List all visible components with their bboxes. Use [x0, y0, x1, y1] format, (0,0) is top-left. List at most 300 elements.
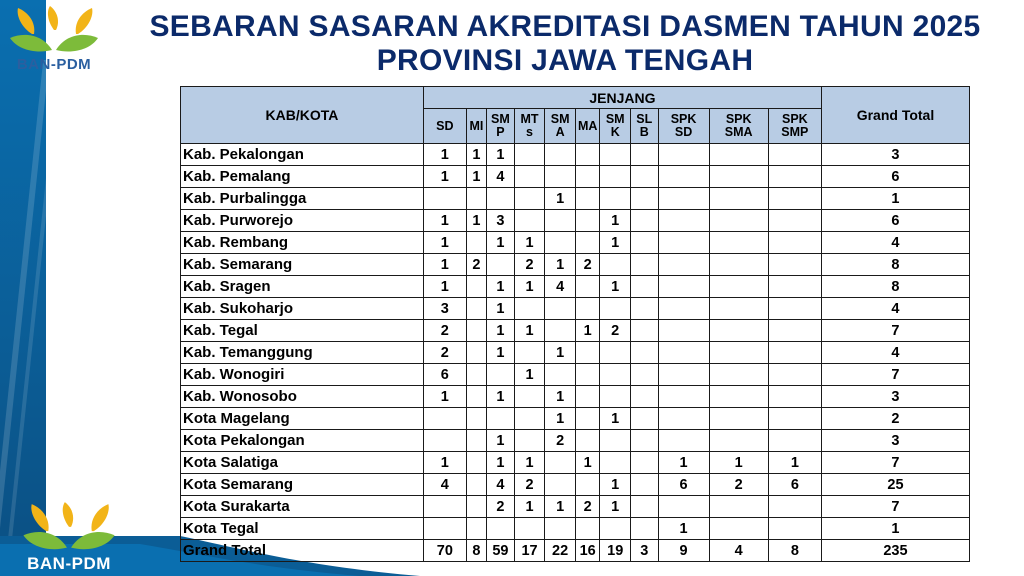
count-cell	[575, 474, 599, 496]
total-cell: 4	[821, 342, 969, 364]
header-jenjang: JENJANG	[423, 87, 821, 109]
header-jenjang-label: SMP	[781, 125, 809, 139]
count-cell	[423, 496, 466, 518]
count-cell	[466, 232, 486, 254]
total-cell: 8	[821, 276, 969, 298]
region-name: Kota Surakarta	[181, 496, 424, 518]
ban-pdm-logo-bottom	[14, 500, 124, 576]
count-cell: 1	[423, 386, 466, 408]
table-row	[181, 430, 970, 452]
count-cell	[631, 408, 659, 430]
count-cell	[658, 144, 709, 166]
total-cell: 25	[821, 474, 969, 496]
header-jenjang-col	[514, 109, 545, 144]
region-name: Kab. Purworejo	[181, 210, 424, 232]
count-cell	[466, 276, 486, 298]
count-cell: 1	[575, 452, 599, 474]
count-cell	[709, 342, 768, 364]
table-row	[181, 342, 970, 364]
count-cell	[709, 144, 768, 166]
count-cell: 2	[423, 342, 466, 364]
count-cell: 4	[545, 276, 576, 298]
header-jenjang-label: MT	[520, 112, 539, 126]
count-cell: 4	[709, 540, 768, 562]
count-cell	[631, 320, 659, 342]
total-cell: 4	[821, 232, 969, 254]
count-cell	[709, 166, 768, 188]
count-cell	[709, 518, 768, 540]
header-jenjang-label: K	[610, 125, 620, 139]
count-cell	[658, 254, 709, 276]
total-cell: 6	[821, 166, 969, 188]
count-cell	[466, 188, 486, 210]
count-cell	[575, 364, 599, 386]
count-cell: 16	[575, 540, 599, 562]
count-cell	[631, 452, 659, 474]
count-cell: 1	[423, 276, 466, 298]
count-cell: 1	[487, 298, 515, 320]
header-jenjang-label: P	[496, 125, 505, 139]
count-cell: 1	[487, 320, 515, 342]
count-cell: 1	[487, 232, 515, 254]
count-cell: 9	[658, 540, 709, 562]
header-jenjang-col	[768, 109, 821, 144]
count-cell: 1	[423, 210, 466, 232]
count-cell: 6	[768, 474, 821, 496]
table-row	[181, 276, 970, 298]
count-cell: 1	[487, 430, 515, 452]
count-cell: 2	[600, 320, 631, 342]
header-jenjang-col	[545, 109, 576, 144]
count-cell: 17	[514, 540, 545, 562]
count-cell	[768, 364, 821, 386]
count-cell: 2	[514, 474, 545, 496]
region-name: Kab. Wonosobo	[181, 386, 424, 408]
count-cell	[768, 188, 821, 210]
count-cell	[631, 166, 659, 188]
count-cell	[631, 210, 659, 232]
count-cell	[545, 298, 576, 320]
header-jenjang-label: SM	[605, 112, 625, 126]
header-jenjang-col	[487, 109, 515, 144]
count-cell	[631, 364, 659, 386]
count-cell: 1	[658, 452, 709, 474]
header-jenjang-label: MA	[577, 118, 598, 133]
count-cell	[466, 518, 486, 540]
count-cell	[423, 518, 466, 540]
count-cell	[514, 210, 545, 232]
left-decorative-band	[0, 0, 46, 576]
count-cell	[709, 430, 768, 452]
count-cell	[709, 496, 768, 518]
total-cell: 3	[821, 430, 969, 452]
count-cell	[709, 408, 768, 430]
count-cell	[545, 232, 576, 254]
count-cell	[768, 232, 821, 254]
count-cell: 1	[545, 342, 576, 364]
total-cell: 7	[821, 320, 969, 342]
table-row	[181, 210, 970, 232]
header-jenjang-label: B	[639, 125, 649, 139]
count-cell: 4	[487, 474, 515, 496]
table-row	[181, 320, 970, 342]
count-cell	[545, 452, 576, 474]
table-row	[181, 518, 970, 540]
count-cell: 59	[487, 540, 515, 562]
table-row	[181, 364, 970, 386]
count-cell	[631, 188, 659, 210]
count-cell	[600, 298, 631, 320]
count-cell	[658, 496, 709, 518]
count-cell	[709, 276, 768, 298]
header-jenjang-col	[575, 109, 599, 144]
count-cell	[575, 408, 599, 430]
count-cell	[466, 452, 486, 474]
count-cell	[575, 518, 599, 540]
count-cell	[575, 188, 599, 210]
region-name: Kota Pekalongan	[181, 430, 424, 452]
count-cell	[768, 298, 821, 320]
header-jenjang-label: SM	[491, 112, 510, 126]
count-cell: 1	[545, 254, 576, 276]
count-cell: 1	[423, 452, 466, 474]
count-cell	[514, 298, 545, 320]
count-cell	[658, 430, 709, 452]
count-cell: 1	[487, 342, 515, 364]
count-cell	[514, 386, 545, 408]
count-cell: 3	[423, 298, 466, 320]
count-cell: 2	[514, 254, 545, 276]
region-name: Kab. Temanggung	[181, 342, 424, 364]
count-cell	[487, 518, 515, 540]
count-cell	[768, 144, 821, 166]
count-cell	[514, 188, 545, 210]
count-cell: 4	[487, 166, 515, 188]
count-cell	[658, 342, 709, 364]
region-name: Kab. Tegal	[181, 320, 424, 342]
count-cell	[466, 342, 486, 364]
count-cell	[631, 276, 659, 298]
logo-text: BAN-PDM	[27, 554, 111, 573]
count-cell	[545, 210, 576, 232]
header-jenjang-label: SL	[636, 112, 653, 126]
count-cell	[658, 298, 709, 320]
region-name: Kab. Pemalang	[181, 166, 424, 188]
page-title	[110, 10, 1020, 78]
count-cell	[631, 232, 659, 254]
title-line-2: PROVINSI JAWA TENGAH	[376, 44, 754, 77]
count-cell	[487, 188, 515, 210]
total-cell: 4	[821, 298, 969, 320]
count-cell: 1	[466, 210, 486, 232]
count-cell: 1	[514, 276, 545, 298]
count-cell	[575, 144, 599, 166]
count-cell: 2	[466, 254, 486, 276]
count-cell: 2	[575, 496, 599, 518]
table-body	[181, 144, 970, 562]
count-cell	[575, 430, 599, 452]
total-cell: 3	[821, 144, 969, 166]
count-cell: 1	[514, 364, 545, 386]
count-cell	[423, 430, 466, 452]
total-cell: 2	[821, 408, 969, 430]
count-cell	[658, 166, 709, 188]
table-row	[181, 166, 970, 188]
region-name: Kota Tegal	[181, 518, 424, 540]
count-cell: 1	[600, 232, 631, 254]
table-row	[181, 408, 970, 430]
count-cell	[575, 386, 599, 408]
table-row	[181, 144, 970, 166]
count-cell	[658, 188, 709, 210]
count-cell	[768, 386, 821, 408]
count-cell: 2	[575, 254, 599, 276]
count-cell: 1	[487, 386, 515, 408]
count-cell: 1	[545, 188, 576, 210]
header-grand-total: Grand Total	[821, 87, 969, 144]
count-cell	[631, 254, 659, 276]
count-cell: 1	[709, 452, 768, 474]
count-cell	[600, 342, 631, 364]
count-cell: 3	[631, 540, 659, 562]
count-cell	[575, 276, 599, 298]
count-cell	[545, 144, 576, 166]
count-cell	[658, 386, 709, 408]
region-name: Grand Total	[181, 540, 424, 562]
logo-text: BAN-PDM	[16, 56, 92, 73]
header-jenjang-label: SD	[674, 125, 693, 139]
count-cell: 1	[575, 320, 599, 342]
count-cell	[545, 364, 576, 386]
count-cell: 1	[600, 474, 631, 496]
header-jenjang-col	[709, 109, 768, 144]
total-cell: 6	[821, 210, 969, 232]
count-cell	[514, 144, 545, 166]
table-row	[181, 232, 970, 254]
region-name: Kab. Rembang	[181, 232, 424, 254]
count-cell	[600, 188, 631, 210]
accreditation-table	[180, 86, 970, 562]
count-cell: 2	[423, 320, 466, 342]
count-cell	[631, 342, 659, 364]
region-name: Kab. Sukoharjo	[181, 298, 424, 320]
count-cell: 1	[514, 320, 545, 342]
count-cell: 8	[768, 540, 821, 562]
count-cell	[631, 144, 659, 166]
count-cell	[514, 342, 545, 364]
ban-pdm-leaf-icon	[4, 4, 104, 60]
header-jenjang-label: s	[526, 125, 533, 139]
header-jenjang-label: SD	[436, 118, 454, 133]
count-cell	[658, 276, 709, 298]
region-name: Kota Magelang	[181, 408, 424, 430]
count-cell	[768, 342, 821, 364]
count-cell	[466, 298, 486, 320]
region-name: Kab. Semarang	[181, 254, 424, 276]
count-cell	[768, 210, 821, 232]
count-cell	[575, 298, 599, 320]
count-cell	[545, 166, 576, 188]
count-cell: 2	[545, 430, 576, 452]
total-cell: 235	[821, 540, 969, 562]
total-cell: 7	[821, 496, 969, 518]
table-row	[181, 386, 970, 408]
count-cell	[514, 430, 545, 452]
count-cell: 1	[423, 254, 466, 276]
count-cell	[768, 518, 821, 540]
total-cell: 7	[821, 364, 969, 386]
count-cell	[658, 210, 709, 232]
table-row	[181, 474, 970, 496]
count-cell	[600, 254, 631, 276]
count-cell: 1	[466, 166, 486, 188]
header-jenjang-label: SMA	[724, 125, 753, 139]
count-cell	[466, 320, 486, 342]
count-cell	[631, 474, 659, 496]
count-cell: 1	[600, 496, 631, 518]
header-jenjang-col	[600, 109, 631, 144]
count-cell: 3	[487, 210, 515, 232]
ban-pdm-logo	[4, 4, 104, 76]
count-cell	[658, 232, 709, 254]
header-jenjang-label: SPK	[782, 112, 808, 126]
count-cell	[600, 430, 631, 452]
header-jenjang-col	[658, 109, 709, 144]
count-cell: 2	[709, 474, 768, 496]
header-jenjang-label: MI	[469, 118, 484, 133]
count-cell: 8	[466, 540, 486, 562]
count-cell	[709, 232, 768, 254]
count-cell	[487, 364, 515, 386]
count-cell: 1	[545, 386, 576, 408]
count-cell	[545, 474, 576, 496]
count-cell	[768, 166, 821, 188]
count-cell	[768, 408, 821, 430]
count-cell: 1	[423, 166, 466, 188]
total-cell: 1	[821, 518, 969, 540]
count-cell	[600, 452, 631, 474]
count-cell	[575, 166, 599, 188]
count-cell	[575, 232, 599, 254]
count-cell: 1	[600, 276, 631, 298]
region-name: Kota Semarang	[181, 474, 424, 496]
region-name: Kab. Wonogiri	[181, 364, 424, 386]
count-cell	[466, 386, 486, 408]
count-cell	[545, 518, 576, 540]
count-cell: 1	[487, 452, 515, 474]
count-cell: 1	[466, 144, 486, 166]
count-cell	[709, 254, 768, 276]
total-cell: 8	[821, 254, 969, 276]
count-cell	[709, 320, 768, 342]
band-stripe	[0, 60, 49, 540]
count-cell	[575, 210, 599, 232]
count-cell	[600, 166, 631, 188]
count-cell: 6	[658, 474, 709, 496]
total-cell: 7	[821, 452, 969, 474]
count-cell: 1	[600, 210, 631, 232]
count-cell	[709, 364, 768, 386]
table-row	[181, 298, 970, 320]
count-cell: 1	[514, 452, 545, 474]
count-cell	[466, 408, 486, 430]
count-cell	[600, 386, 631, 408]
count-cell: 1	[600, 408, 631, 430]
header-jenjang-label: SPK	[670, 112, 697, 126]
count-cell: 70	[423, 540, 466, 562]
header-jenjang-col	[423, 109, 466, 144]
count-cell: 1	[768, 452, 821, 474]
header-jenjang-label: SPK	[725, 112, 752, 126]
table-row	[181, 452, 970, 474]
count-cell	[768, 430, 821, 452]
count-cell	[423, 408, 466, 430]
count-cell	[631, 386, 659, 408]
count-cell: 1	[514, 232, 545, 254]
count-cell: 1	[545, 408, 576, 430]
header-kab-kota: KAB/KOTA	[181, 87, 424, 144]
total-cell: 3	[821, 386, 969, 408]
count-cell	[658, 320, 709, 342]
table-row	[181, 188, 970, 210]
count-cell: 1	[545, 496, 576, 518]
count-cell	[514, 166, 545, 188]
count-cell: 6	[423, 364, 466, 386]
count-cell	[709, 188, 768, 210]
count-cell	[600, 518, 631, 540]
total-cell: 1	[821, 188, 969, 210]
count-cell	[631, 518, 659, 540]
count-cell	[487, 408, 515, 430]
count-cell: 4	[423, 474, 466, 496]
header-jenjang-label: A	[555, 125, 565, 139]
header-jenjang-label: SM	[550, 112, 570, 126]
count-cell	[600, 364, 631, 386]
count-cell	[768, 276, 821, 298]
count-cell	[768, 320, 821, 342]
count-cell	[487, 254, 515, 276]
count-cell	[631, 298, 659, 320]
table-row	[181, 496, 970, 518]
header-jenjang-col	[631, 109, 659, 144]
count-cell	[466, 474, 486, 496]
table-row	[181, 254, 970, 276]
count-cell	[600, 144, 631, 166]
count-cell	[545, 320, 576, 342]
region-name: Kab. Purbalingga	[181, 188, 424, 210]
region-name: Kota Salatiga	[181, 452, 424, 474]
count-cell: 1	[423, 232, 466, 254]
count-cell	[575, 342, 599, 364]
grand-total-row	[181, 540, 970, 562]
count-cell	[709, 298, 768, 320]
count-cell	[514, 518, 545, 540]
region-name: Kab. Pekalongan	[181, 144, 424, 166]
ban-pdm-leaf-icon	[14, 500, 124, 558]
count-cell	[466, 496, 486, 518]
count-cell: 1	[514, 496, 545, 518]
count-cell: 2	[487, 496, 515, 518]
title-line-1: SEBARAN SASARAN AKREDITASI DASMEN TAHUN 2025	[149, 10, 981, 43]
count-cell: 1	[423, 144, 466, 166]
count-cell: 19	[600, 540, 631, 562]
count-cell	[658, 408, 709, 430]
count-cell	[709, 386, 768, 408]
count-cell	[709, 210, 768, 232]
count-cell	[631, 430, 659, 452]
count-cell: 1	[487, 144, 515, 166]
count-cell	[631, 496, 659, 518]
